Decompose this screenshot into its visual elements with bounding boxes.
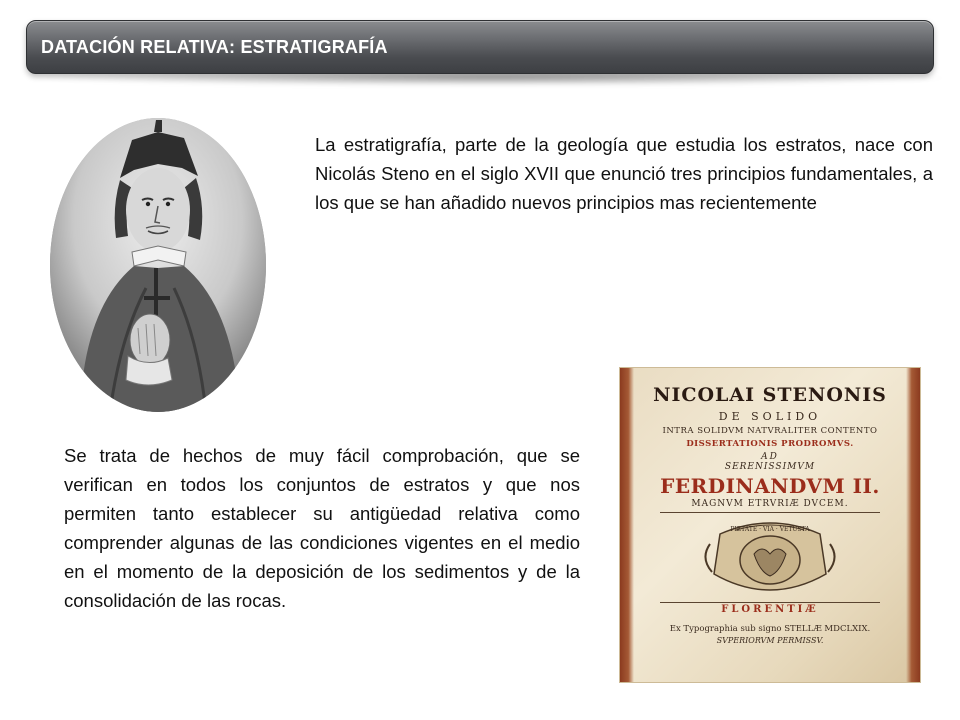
steno-portrait-image [50,118,266,412]
book-dedication-ad: AD [761,452,779,462]
book-emblem-image [700,514,840,600]
de-solido-book-cover-image [620,368,920,682]
book-dedicatee-title: MAGNVM ETRVRIÆ DVCEM. [691,499,849,509]
explanation-paragraph: Se trata de hechos de muy fácil comprobación, que se verifican en todos los conjuntos de estratos y que nos permiten tanto establecer su antigüedad relativa como comprender algunas de las condiciones vigentes en el medio en el momento de la deposición de los sedimentos y de la consolidación de las rocas. [64,445,580,611]
book-permission: SVPERIORVM PERMISSV. [716,636,824,645]
book-rule-bottom [660,602,880,603]
book-title: DE SOLIDO [718,410,822,423]
book-printer: Ex Typographia sub signo STELLÆ MDCLXIX. [669,624,871,634]
book-dedicatee: FERDINANDVM II. [660,474,880,498]
title-bar [26,20,934,74]
book-rule-top [660,512,880,513]
slide-title: DATACIÓN RELATIVA: ESTRATIGRAFÍA [41,36,388,57]
book-subtitle-2: DISSERTATIONIS PRODROMVS. [686,439,854,449]
book-place: FLORENTIÆ [721,604,819,615]
intro-paragraph: La estratigrafía, parte de la geología que estudia los estratos, nace con Nicolás Steno en el siglo XVII que enunció tres principios fundamentales, a los que se han añadido nuevos principios mas recientemente [315,134,933,213]
book-dedication-serenissimum: SERENISSIMVM [724,462,816,472]
emblem-motto: PIETATE · VIA · VETUSTA [730,526,810,533]
book-subtitle: INTRA SOLIDVM NATVRALITER CONTENTO [662,426,878,436]
book-author: NICOLAI STENONIS [653,384,887,406]
